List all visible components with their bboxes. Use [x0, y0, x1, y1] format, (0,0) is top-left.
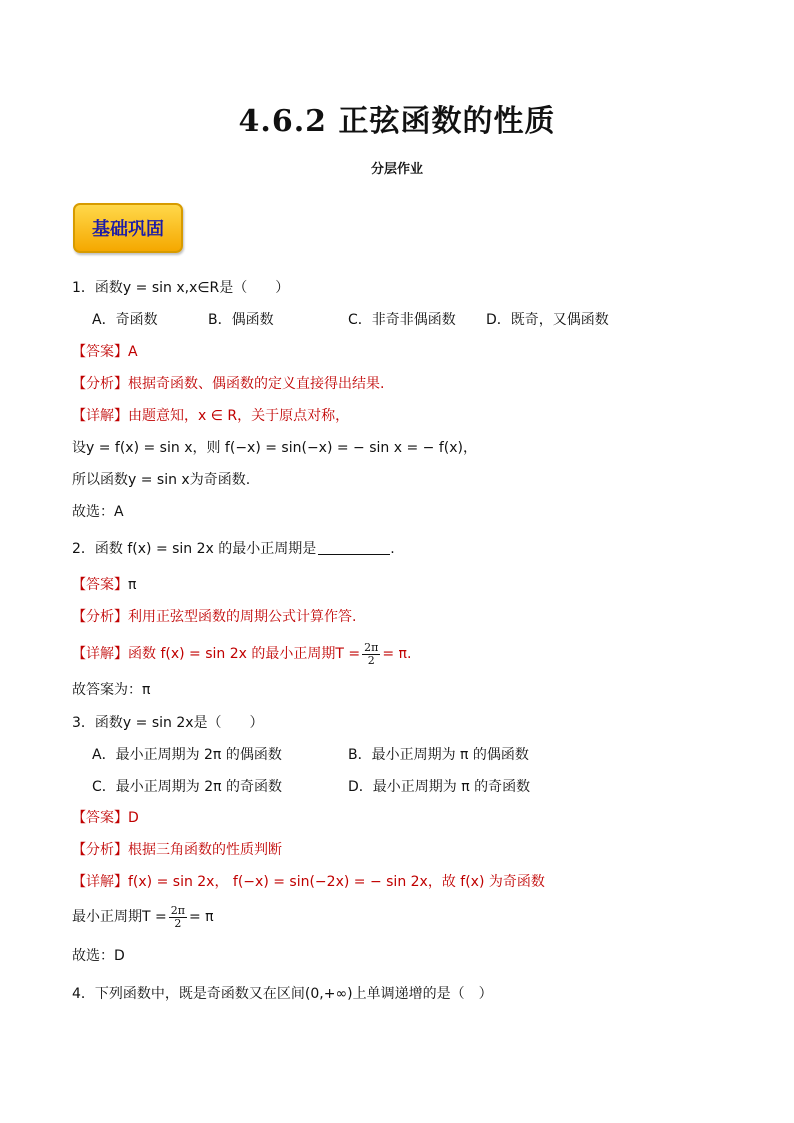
q1-analysis-line — [72, 374, 384, 394]
detail-label: 【详解】 — [72, 408, 128, 424]
q2-detail-result: = π. — [382, 646, 412, 662]
fraction-numerator: 2π — [364, 640, 379, 654]
q2-analysis: 利用正弦型函数的周期公式计算作答. — [128, 609, 357, 625]
answer-label: 【答案】 — [72, 577, 128, 593]
q2-detail-text: 函数 f(x) = sin 2x 的最小正周期T = — [128, 646, 361, 662]
q3-period-text: 最小正周期T = — [72, 909, 167, 925]
analysis-label: 【分析】 — [72, 609, 128, 625]
page-subtitle: 分层作业 — [370, 162, 423, 177]
q1-option-c: C．非奇非偶函数 — [348, 312, 456, 328]
q1-stem: 1．函数y = sin x,x∈R是（ ） — [72, 280, 290, 296]
q1-option-d: D．既奇，又偶函数 — [486, 312, 609, 328]
q1-analysis: 根据奇函数、偶函数的定义直接得出结果. — [128, 376, 385, 392]
q3-period-fraction — [169, 905, 187, 930]
section-badge: 基础巩固 — [73, 203, 183, 253]
q1-detail-2: 设y = f(x) = sin x，则 f(−x) = sin(−x) = − sin x = − f(x)， — [72, 440, 477, 456]
q2-conclusion: 故答案为：π — [72, 682, 151, 698]
q3-option-c: C．最小正周期为 2π 的奇函数 — [92, 779, 283, 795]
fraction-denominator: 2 — [174, 916, 182, 930]
q1-detail-line — [72, 406, 349, 426]
q2-analysis-line — [72, 607, 356, 627]
answer-label: 【答案】 — [72, 344, 128, 360]
q1-detail-1: 由题意知，x ∈ R，关于原点对称， — [128, 408, 350, 424]
q3-option-b: B．最小正周期为 π 的偶函数 — [348, 747, 529, 763]
q1-conclusion: 故选：A — [72, 504, 124, 520]
q2-period-fraction — [362, 642, 380, 667]
fraction-numerator: 2π — [170, 903, 185, 917]
page-title: 4.6.2 正弦函数的性质 — [238, 104, 556, 139]
q3-option-d: D．最小正周期为 π 的奇函数 — [348, 779, 531, 795]
detail-label: 【详解】 — [72, 646, 128, 662]
q3-stem: 3．函数y = sin 2x是（ ） — [72, 715, 264, 731]
q3-option-a: A．最小正周期为 2π 的偶函数 — [92, 747, 282, 763]
q2-stem-end: . — [390, 541, 395, 557]
detail-label: 【详解】 — [72, 874, 128, 890]
q1-option-a: A．奇函数 — [92, 312, 158, 328]
q2-answer-line — [72, 575, 136, 595]
q1-answer-line — [72, 342, 138, 362]
q3-detail-line — [72, 872, 545, 892]
q3-conclusion: 故选：D — [72, 948, 125, 964]
fraction-denominator: 2 — [367, 653, 375, 667]
q1-detail-3: 所以函数y = sin x为奇函数. — [72, 472, 251, 488]
answer-label: 【答案】 — [72, 810, 128, 826]
q3-analysis-line — [72, 840, 282, 860]
analysis-label: 【分析】 — [72, 376, 128, 392]
q2-stem — [72, 539, 395, 559]
q1-answer: A — [128, 344, 138, 360]
q3-analysis: 根据三角函数的性质判断 — [128, 842, 282, 858]
q3-period-result: = π — [188, 909, 214, 925]
q4-stem: 4．下列函数中，既是奇函数又在区间(0,+∞)上单调递增的是（ ） — [72, 986, 493, 1002]
q3-answer-line — [72, 808, 139, 828]
q2-answer: π — [128, 577, 137, 593]
q2-detail-line — [72, 640, 411, 668]
q3-period-line — [72, 903, 214, 931]
q2-stem-text: 2．函数 f(x) = sin 2x 的最小正周期是 — [72, 541, 317, 557]
analysis-label: 【分析】 — [72, 842, 128, 858]
answer-blank — [318, 540, 390, 555]
q3-answer: D — [128, 810, 139, 826]
q1-option-b: B．偶函数 — [208, 312, 274, 328]
q3-detail: f(x) = sin 2x， f(−x) = sin(−2x) = − sin 2x，故 f(x) 为奇函数 — [128, 874, 545, 890]
